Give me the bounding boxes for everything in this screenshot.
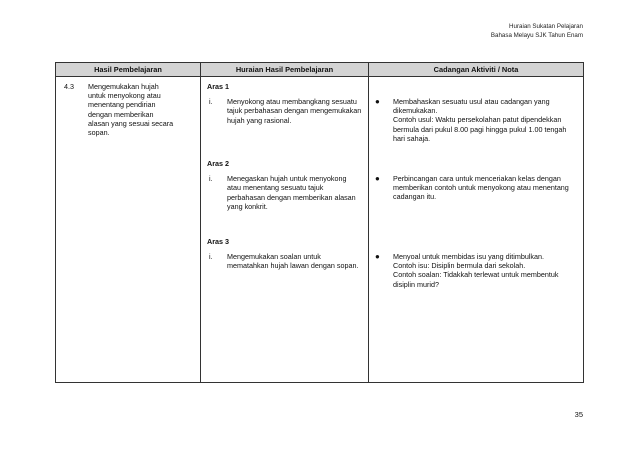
column-header-learning-outcome: Hasil Pembelajaran bbox=[56, 63, 201, 77]
level-1 bbox=[201, 77, 368, 159]
activity-block-3 bbox=[369, 237, 583, 315]
column-header-suggested-activities: Cadangan Aktiviti / Nota bbox=[369, 63, 584, 77]
bullet-icon: ● bbox=[375, 97, 380, 106]
learning-outcome-cell bbox=[56, 77, 201, 383]
item-text: Menegaskan hujah untuk menyokong atau menentang sesuatu tajuk perbahasan dengan memberikan alasan yang konkrit. bbox=[227, 174, 356, 211]
outcome-text: Mengemukakan hujah untuk menyokong atau menentang pendirian dengan memberikan alasan yang sesuai secara sopan. bbox=[88, 82, 174, 138]
activity-example: Contoh isu: Disiplin bermula dari sekolah. bbox=[393, 261, 526, 271]
header-subtitle: Bahasa Melayu SJK Tahun Enam bbox=[490, 32, 583, 39]
activity-block-2 bbox=[369, 159, 583, 237]
activity-example: Contoh usul: Waktu persekolahan patut dipendekkan bermula dari pukul 8.00 pagi hingga pukul 1.00 tengah hari sahaja. bbox=[393, 115, 567, 143]
level-title: Aras 2 bbox=[207, 159, 229, 168]
level-title: Aras 3 bbox=[207, 237, 229, 246]
item-text: Mengemukakan soalan untuk mematahkan hujah lawan dengan sopan. bbox=[227, 252, 359, 271]
curriculum-table bbox=[55, 62, 584, 383]
item-numeral: i. bbox=[209, 97, 213, 107]
activity-block-1 bbox=[369, 77, 583, 159]
header-title: Huraian Sukatan Pelajaran bbox=[509, 23, 583, 30]
bullet-icon: ● bbox=[375, 174, 380, 183]
level-item bbox=[207, 97, 362, 125]
level-2 bbox=[201, 159, 368, 237]
document-header bbox=[491, 22, 583, 40]
level-item bbox=[207, 252, 362, 270]
item-numeral: i. bbox=[209, 252, 213, 262]
item-text: Menyokong atau membangkang sesuatu tajuk perbahasan dengan mengemukakan hujah yang rasional. bbox=[227, 97, 362, 125]
item-numeral: i. bbox=[209, 174, 213, 184]
activity-example: Contoh soalan: Tidakkah terlewat untuk membentuk disiplin murid? bbox=[393, 270, 559, 289]
suggested-activities-cell bbox=[369, 77, 584, 383]
table-row bbox=[56, 77, 584, 383]
page-number: 35 bbox=[574, 410, 583, 419]
outcome-number: 4.3 bbox=[64, 82, 74, 91]
activity-text: Menyoal untuk membidas isu yang ditimbulkan. bbox=[393, 252, 545, 261]
level-3 bbox=[201, 237, 368, 315]
bullet-icon: ● bbox=[375, 252, 380, 261]
level-title: Aras 1 bbox=[207, 82, 229, 91]
activity-text: Perbincangan cara untuk menceriakan kelas dengan memberikan contoh untuk menyokong atau menentang cadangan itu. bbox=[393, 174, 569, 202]
level-item bbox=[207, 174, 362, 211]
outcome-description-cell bbox=[201, 77, 369, 383]
activity-text: Membahaskan sesuatu usul atau cadangan yang dikemukakan. bbox=[393, 97, 550, 116]
column-header-outcome-description: Huraian Hasil Pembelajaran bbox=[201, 63, 369, 77]
table-header-row bbox=[56, 63, 584, 77]
